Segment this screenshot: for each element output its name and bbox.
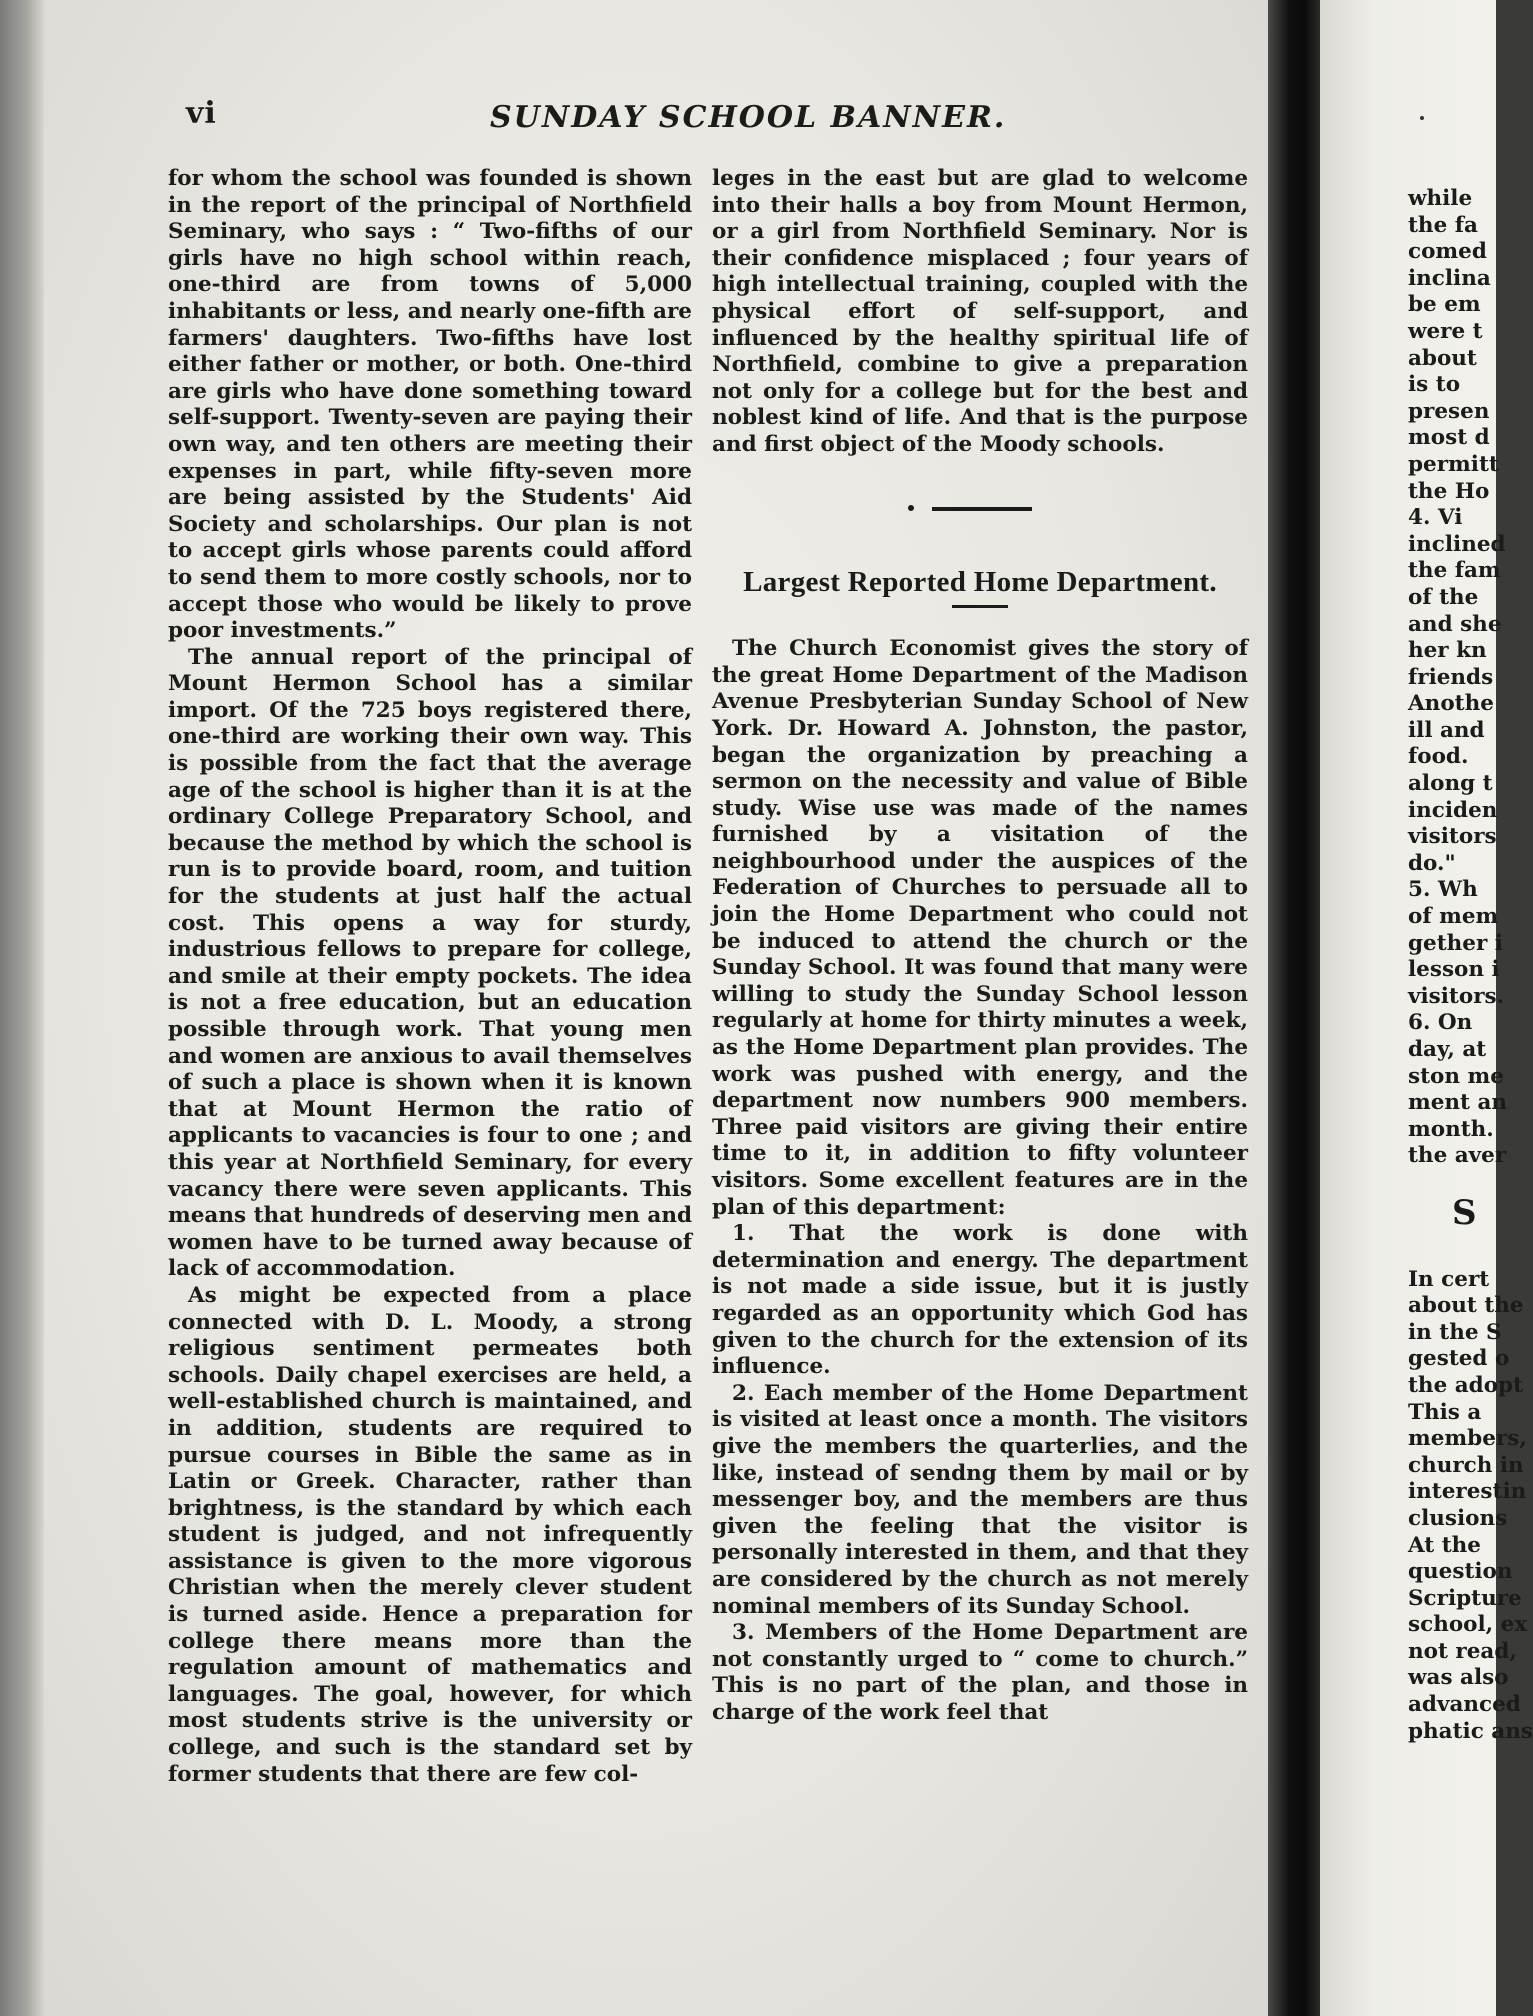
text-fragment: advanced	[1408, 1692, 1521, 1718]
text-fragment: and she	[1408, 611, 1502, 637]
text-fragment: of the	[1408, 584, 1479, 610]
text-fragment: permitt	[1408, 451, 1499, 477]
column-1	[168, 166, 692, 1788]
text-fragment: about	[1408, 345, 1477, 371]
right-page	[1320, 0, 1533, 2016]
text-fragment: church in	[1408, 1452, 1524, 1478]
section-heading-fragment: S	[1452, 1192, 1477, 1233]
paragraph: 2. Each member of the Home Department is visited at least once a month. The visitors give the members the quarterlies, and the like, instead of sendng them by mail or by messenger boy, and the members are thus given the feeling that the visitor is personally interested in them, and that they are considered by the church as not merely nominal members of its Sunday School.	[712, 1380, 1248, 1619]
paragraph: for whom the school was founded is shown in the report of the principal of Northfield Seminary, who says : “ Two-fifths of our girls have no high school within reach, one-third are from towns of 5,000 inhabitants or less, and nearly one-fifth are farmers' daughters. Two-fifths have lost either father or mother, or both. One-third are girls who have done something toward self-support. Twenty-seven are paying their own way, and ten others are meeting their expenses in part, while fifty-seven more are being assisted by the Students' Aid Society and scholarships. Our plan is not to accept girls whose parents could afford to send them to more costly schools, nor to accept those who would be likely to prove poor investments.”	[168, 166, 692, 644]
text-fragment: the fa	[1408, 212, 1478, 238]
page-edge-shadow	[0, 0, 44, 2016]
text-fragment: Scripture	[1408, 1585, 1522, 1611]
right-page-column	[1408, 186, 1533, 1745]
speck	[1420, 116, 1424, 120]
text-fragment: the Ho	[1408, 478, 1490, 504]
page-number: vi	[186, 96, 217, 131]
paragraph: leges in the east but are glad to welcome into their halls a boy from Mount Hermon, or a girl from Northfield Seminary. Nor is their confidence misplaced ; four years of high intellectual training, coupled with the physical effort of self-support, and influenced by the healthy spiritual life of Northfield, combine to give a preparation not only for a college but for the best and noblest kind of life. And that is the purpose and first object of the Moody schools.	[712, 166, 1248, 457]
text-fragment: inclined	[1408, 531, 1506, 557]
text-fragment: inciden	[1408, 797, 1498, 823]
text-fragment: friends	[1408, 664, 1494, 690]
text-fragment: be em	[1408, 292, 1481, 318]
text-fragment: her kn	[1408, 638, 1487, 664]
text-fragment: members,	[1408, 1426, 1527, 1452]
paragraph: The Church Economist gives the story of the great Home Department of the Madison Avenue Presbyterian Sunday School of New York. Dr. Howard A. Johnston, the pastor, began the organization by preaching a sermon on the necessity and value of Bible study. Wise use was made of the names furnished by a visitation of the neighbourhood under the auspices of the Federation of Churches to persuade all to join the Home Department who could not be induced to attend the church or the Sunday School. It was found that many were willing to study the Sunday School lesson regularly at home for thirty minutes a week, as the Home Department plan provides. The work was pushed with energy, and the department now numbers 900 members. Three paid visitors are giving their entire time to it, in addition to fifty volunteer visitors. Some excellent features are in the plan of this department:	[712, 636, 1248, 1220]
text-fragment: ment an	[1408, 1090, 1508, 1116]
text-fragment: inclina	[1408, 265, 1491, 291]
text-fragment: ston me	[1408, 1063, 1504, 1089]
text-fragment: comed	[1408, 239, 1487, 265]
text-fragment: while	[1408, 186, 1473, 211]
text-fragment: Anothe	[1408, 691, 1494, 717]
text-fragment: of mem	[1408, 904, 1499, 930]
text-fragment: At the	[1408, 1532, 1481, 1558]
divider-bar	[932, 507, 1032, 511]
text-fragment: were t	[1408, 318, 1483, 344]
text-fragment: 6. On	[1408, 1010, 1473, 1036]
text-fragment: ill and	[1408, 717, 1485, 743]
text-fragment: most d	[1408, 425, 1490, 451]
book-gutter	[1268, 0, 1320, 2016]
text-fragment: visitors.	[1408, 983, 1505, 1009]
text-fragment: the adopt	[1408, 1372, 1523, 1398]
text-fragment: the aver	[1408, 1143, 1507, 1169]
divider-dot	[908, 505, 914, 511]
text-fragment: is to	[1408, 372, 1461, 398]
text-fragment: month.	[1408, 1116, 1494, 1142]
paragraph: The annual report of the principal of Mount Hermon School has a similar import. Of the 725 boys registered there, one-third are working their own way. This is possible from the fact that the average age of the school is higher than it is at the ordinary College Preparatory School, and because the method by which the school is run is to provide board, room, and tuition for the students at just half the actual cost. This opens a way for sturdy, industrious fellows to prepare for college, and smile at their empty pockets. The idea is not a free education, but an education possible through work. That young men and women are anxious to avail themselves of such a place is shown when it is known that at Mount Hermon the ratio of applicants to vacancies is four to one ; and this year at Northfield Seminary, for every vacancy there were seven applicants. This means that hundreds of deserving men and women have to be turned away because of lack of accommodation.	[168, 644, 692, 1282]
paragraph: 3. Members of the Home Department are not constantly urged to “ come to church.” This is no part of the plan, and those in charge of the work feel that	[712, 1620, 1248, 1725]
text-fragment: visitors	[1408, 824, 1497, 850]
section-divider	[712, 495, 1248, 525]
text-fragment: 5. Wh	[1408, 877, 1478, 903]
text-fragment: lesson i	[1408, 957, 1500, 983]
text-fragment: gested o	[1408, 1346, 1510, 1372]
text-fragment: school, ex	[1408, 1612, 1528, 1638]
article-heading: Largest Reported Home Department.	[743, 565, 1217, 598]
column-2	[712, 166, 1248, 1726]
text-fragment: interestin	[1408, 1479, 1527, 1505]
text-fragment: do."	[1408, 850, 1456, 876]
paragraph: 1. That the work is done with determination and energy. The department is not made a side issue, but it is justly regarded as an opportunity which God has given to the church for the extension of its influence.	[712, 1221, 1248, 1380]
text-fragment: food.	[1408, 744, 1469, 770]
running-head: SUNDAY SCHOOL BANNER.	[490, 100, 1007, 135]
text-fragment: the fam	[1408, 558, 1501, 584]
text-fragment: In cert	[1408, 1266, 1490, 1292]
heading-rule	[952, 605, 1008, 608]
paragraph: As might be expected from a place connected with D. L. Moody, a strong religious sentiment permeates both schools. Daily chapel exercises are held, a well-established church is maintained, and in addition, students are required to pursue courses in Bible the same as in Latin or Greek. Character, rather than brightness, is the standard by which each student is judged, and not infrequently assistance is given to the more vigorous Christian when the merely clever student is turned aside. Hence a preparation for college there means more than the regulation amount of mathematics and languages. The goal, however, for which most students strive is the university or college, and such is the standard set by former students that there are few col-	[168, 1282, 692, 1787]
text-fragment: 4. Vi	[1408, 505, 1463, 531]
text-fragment: question	[1408, 1559, 1513, 1585]
text-fragment: clusions	[1408, 1505, 1508, 1531]
text-fragment: in the S	[1408, 1319, 1502, 1345]
text-fragment: day, at	[1408, 1037, 1487, 1062]
text-fragment: along t	[1408, 771, 1493, 797]
text-fragment: phatic ans	[1408, 1718, 1533, 1744]
text-fragment: This a	[1408, 1399, 1482, 1425]
text-fragment: not read,	[1408, 1638, 1517, 1664]
text-fragment: about the	[1408, 1293, 1524, 1319]
text-fragment: was also	[1408, 1665, 1509, 1691]
text-fragment: gether i	[1408, 930, 1503, 956]
text-fragment: presen	[1408, 398, 1490, 424]
